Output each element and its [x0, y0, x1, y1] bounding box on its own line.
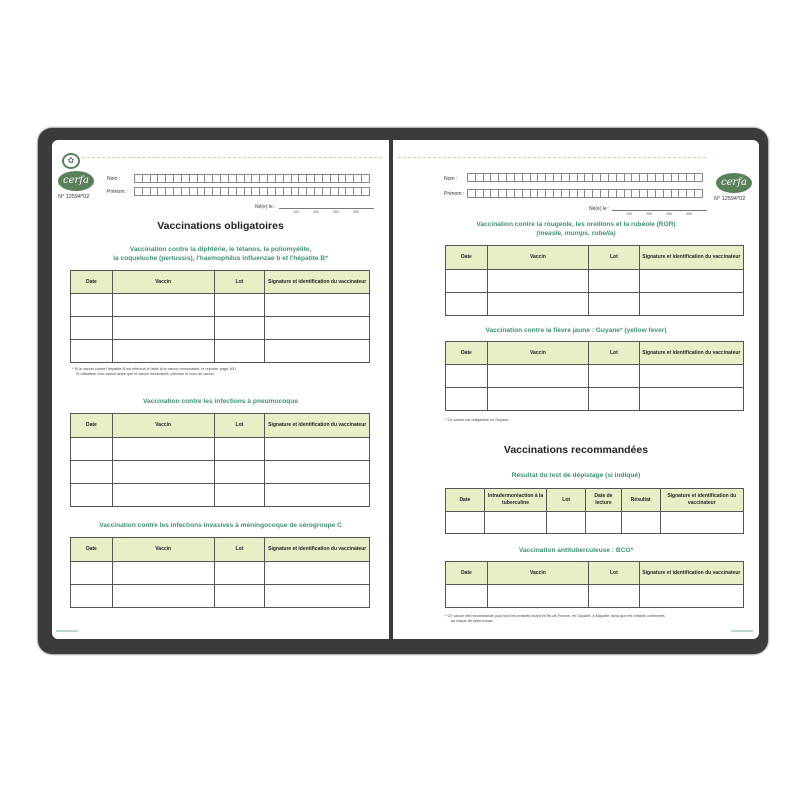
char-box[interactable]: [306, 187, 314, 196]
section-heading: Vaccination contre les infections invasives à méningocoque de sérogroupe C: [99, 522, 342, 529]
col-header: Date: [446, 246, 488, 270]
char-box[interactable]: [197, 174, 205, 183]
char-box[interactable]: [134, 174, 142, 183]
table-row: [446, 512, 744, 534]
char-box[interactable]: [228, 174, 236, 183]
footnote: * Ce vaccin est obligatoire en Guyane.: [445, 418, 510, 422]
char-box[interactable]: [616, 189, 624, 198]
nom-field[interactable]: [467, 173, 703, 181]
table-row: [446, 388, 744, 411]
char-box[interactable]: [600, 189, 608, 198]
col-header: Signature et identification du vaccinateur: [639, 342, 743, 365]
col-header: Résultat: [621, 489, 660, 512]
char-box[interactable]: [686, 173, 694, 182]
char-box[interactable]: [353, 187, 361, 196]
footnote: * Si le vaccin contre l'hépatite B est effectué à l'aide d'un vaccin monovalent, le reporter page 100. Si utilisation d'un vaccin autre que le vaccin hexavalent, préciser le nom du vaccin.: [72, 367, 237, 376]
char-box[interactable]: [506, 189, 514, 198]
char-box[interactable]: [514, 173, 522, 182]
table-row: [446, 293, 744, 316]
page-edge-bar: [56, 630, 78, 632]
scale-tick: 300: [333, 210, 339, 214]
table-row: [71, 484, 370, 507]
screening-test-table: [445, 488, 744, 534]
char-box[interactable]: [142, 174, 150, 183]
col-header: Date: [446, 489, 485, 512]
char-box[interactable]: [624, 189, 632, 198]
col-header: Vaccin: [487, 342, 588, 365]
char-box[interactable]: [671, 189, 679, 198]
char-box[interactable]: [314, 174, 322, 183]
char-box[interactable]: [197, 187, 205, 196]
char-box[interactable]: [655, 173, 663, 182]
char-box[interactable]: [181, 174, 189, 183]
char-box[interactable]: [212, 187, 220, 196]
char-box[interactable]: [251, 187, 259, 196]
section-heading: Résultat du test de dépistage (si indiqué): [511, 472, 641, 479]
cerfa-swirl-icon: ✿: [62, 153, 80, 169]
char-box[interactable]: [322, 174, 330, 183]
prenom-field[interactable]: [134, 187, 370, 195]
char-box[interactable]: [616, 173, 624, 182]
char-box[interactable]: [275, 187, 283, 196]
char-box[interactable]: [291, 174, 299, 183]
col-header: Lot: [589, 562, 640, 585]
char-box[interactable]: [298, 174, 306, 183]
char-box[interactable]: [537, 189, 545, 198]
char-box[interactable]: [361, 174, 370, 183]
char-box[interactable]: [639, 189, 647, 198]
char-box[interactable]: [165, 187, 173, 196]
char-box[interactable]: [345, 187, 353, 196]
char-box[interactable]: [181, 187, 189, 196]
char-box[interactable]: [631, 189, 639, 198]
char-box[interactable]: [608, 189, 616, 198]
char-box[interactable]: [298, 187, 306, 196]
char-box[interactable]: [338, 187, 346, 196]
char-box[interactable]: [467, 189, 475, 198]
scale-tick: 200: [313, 210, 319, 214]
char-box[interactable]: [655, 189, 663, 198]
char-box[interactable]: [150, 187, 158, 196]
col-header: Date: [71, 271, 113, 294]
table-row: [71, 340, 370, 363]
col-header: Date: [446, 562, 488, 585]
char-box[interactable]: [647, 189, 655, 198]
char-box[interactable]: [220, 187, 228, 196]
char-box[interactable]: [577, 173, 585, 182]
char-box[interactable]: [275, 174, 283, 183]
char-box[interactable]: [330, 174, 338, 183]
vaccination-table: [445, 341, 744, 411]
char-box[interactable]: [663, 173, 671, 182]
char-box[interactable]: [165, 174, 173, 183]
col-header: Signature et identification du vaccinateur: [265, 538, 370, 562]
col-header: Date de lecture: [586, 489, 622, 512]
char-box[interactable]: [522, 189, 530, 198]
char-box[interactable]: [514, 189, 522, 198]
char-box[interactable]: [600, 173, 608, 182]
char-box[interactable]: [624, 173, 632, 182]
top-dotted-line: [82, 157, 382, 158]
born-label: Né(e) le :: [255, 204, 276, 210]
scale-tick: 400: [686, 212, 692, 216]
char-box[interactable]: [173, 174, 181, 183]
char-box[interactable]: [467, 173, 475, 182]
col-header: Date: [71, 538, 113, 562]
char-box[interactable]: [236, 187, 244, 196]
cerfa-logo: cerfa: [716, 173, 752, 193]
char-box[interactable]: [267, 174, 275, 183]
char-box[interactable]: [353, 174, 361, 183]
scale-tick: 400: [353, 210, 359, 214]
char-box[interactable]: [134, 187, 142, 196]
section-heading: Vaccination contre la rougeole, les oreillons et la rubéole (ROR) (measle, mumps, rubella): [476, 221, 676, 237]
col-header: Vaccin: [112, 538, 214, 562]
cerfa-logo: cerfa: [58, 171, 94, 191]
nom-field[interactable]: [134, 174, 370, 182]
char-box[interactable]: [157, 187, 165, 196]
char-box[interactable]: [204, 174, 212, 183]
scale-tick: 100: [293, 210, 299, 214]
char-box[interactable]: [244, 174, 252, 183]
char-box[interactable]: [345, 174, 353, 183]
char-box[interactable]: [490, 189, 498, 198]
char-box[interactable]: [663, 189, 671, 198]
section-heading: Vaccination contre la diphtérie, le tétanos, la poliomyélite, la coqueluche (pertussis), l'haemophilus influenzae b et l'hépatite B*: [113, 246, 328, 262]
col-header: Date: [71, 414, 113, 438]
right-page: [393, 140, 759, 639]
char-box[interactable]: [283, 187, 291, 196]
table-row: [446, 365, 744, 388]
col-header: Lot: [214, 538, 265, 562]
col-header: Lot: [589, 342, 640, 365]
char-box[interactable]: [142, 187, 150, 196]
section-heading: Vaccination antituberculeuse : BCG*: [518, 547, 634, 554]
char-box[interactable]: [259, 187, 267, 196]
char-box[interactable]: [561, 189, 569, 198]
col-header: Signature et identification du vaccinateur: [265, 414, 370, 438]
prenom-field[interactable]: [467, 189, 703, 197]
char-box[interactable]: [291, 187, 299, 196]
form-number: N° 12594*02: [58, 194, 90, 200]
char-box[interactable]: [283, 174, 291, 183]
char-box[interactable]: [150, 174, 158, 183]
char-box[interactable]: [584, 189, 592, 198]
char-box[interactable]: [686, 189, 694, 198]
vaccination-table: [445, 245, 744, 316]
char-box[interactable]: [569, 173, 577, 182]
born-label: Né(e) le :: [589, 206, 610, 212]
char-box[interactable]: [530, 189, 538, 198]
char-box[interactable]: [475, 189, 483, 198]
char-box[interactable]: [694, 189, 703, 198]
char-box[interactable]: [522, 173, 530, 182]
char-box[interactable]: [498, 189, 506, 198]
char-box[interactable]: [475, 173, 483, 182]
char-box[interactable]: [631, 173, 639, 182]
char-box[interactable]: [671, 173, 679, 182]
char-box[interactable]: [490, 173, 498, 182]
char-box[interactable]: [173, 187, 181, 196]
char-box[interactable]: [483, 189, 491, 198]
table-row: [71, 438, 370, 461]
vaccination-table: [445, 561, 744, 608]
char-box[interactable]: [236, 174, 244, 183]
char-box[interactable]: [537, 173, 545, 182]
char-box[interactable]: [189, 174, 197, 183]
top-dotted-line: [398, 157, 706, 158]
table-row: [71, 585, 370, 608]
col-header: Lot: [214, 414, 265, 438]
char-box[interactable]: [506, 173, 514, 182]
char-box[interactable]: [569, 189, 577, 198]
char-box[interactable]: [647, 173, 655, 182]
col-header: Date: [446, 342, 488, 365]
section-heading: Vaccination contre la fièvre jaune : Guyane* (yellow fever): [485, 327, 667, 334]
vaccination-table: [70, 270, 370, 363]
col-header: Vaccin: [487, 562, 588, 585]
char-box[interactable]: [592, 189, 600, 198]
char-box[interactable]: [204, 187, 212, 196]
scale-tick: 300: [666, 212, 672, 216]
nom-label: Nom :: [107, 176, 121, 182]
char-box[interactable]: [338, 174, 346, 183]
char-box[interactable]: [483, 173, 491, 182]
vaccination-table: [70, 413, 370, 507]
table-row: [446, 270, 744, 293]
table-row: [71, 562, 370, 585]
char-box[interactable]: [361, 187, 370, 196]
prenom-label: Prénom :: [107, 189, 128, 195]
char-box[interactable]: [498, 173, 506, 182]
col-header: Lot: [589, 246, 640, 270]
left-page: [52, 140, 389, 639]
col-header: Lot: [214, 271, 265, 294]
section-heading: Vaccination contre les infections à pneumocoque: [143, 398, 298, 405]
char-box[interactable]: [608, 173, 616, 182]
char-box[interactable]: [157, 174, 165, 183]
char-box[interactable]: [251, 174, 259, 183]
col-header: Intradermoréaction à la tuberculine: [484, 489, 547, 512]
char-box[interactable]: [577, 189, 585, 198]
char-box[interactable]: [322, 187, 330, 196]
char-box[interactable]: [678, 189, 686, 198]
col-header: Signature et identification du vaccinateur: [639, 562, 743, 585]
page-title: Vaccinations obligatoires: [157, 220, 284, 232]
char-box[interactable]: [592, 173, 600, 182]
vaccination-table: [70, 537, 370, 608]
char-box[interactable]: [639, 173, 647, 182]
col-header: Signature et identification du vaccinateur: [639, 246, 743, 270]
char-box[interactable]: [330, 187, 338, 196]
col-header: Lot: [547, 489, 586, 512]
char-box[interactable]: [561, 173, 569, 182]
born-scale[interactable]: [612, 204, 707, 211]
col-header: Vaccin: [112, 414, 214, 438]
char-box[interactable]: [553, 173, 561, 182]
table-row: [71, 461, 370, 484]
char-box[interactable]: [584, 173, 592, 182]
char-box[interactable]: [314, 187, 322, 196]
table-row: [446, 585, 744, 608]
col-header: Signature et identification du vaccinateur: [265, 271, 370, 294]
prenom-label: Prénom :: [444, 191, 465, 197]
table-row: [71, 317, 370, 340]
scale-tick: 200: [646, 212, 652, 216]
nom-label: Nom :: [444, 176, 458, 182]
char-box[interactable]: [545, 189, 553, 198]
char-box[interactable]: [220, 174, 228, 183]
char-box[interactable]: [244, 187, 252, 196]
col-header: Signature et identification du vaccinateur: [660, 489, 743, 512]
char-box[interactable]: [553, 189, 561, 198]
char-box[interactable]: [306, 174, 314, 183]
char-box[interactable]: [545, 173, 553, 182]
char-box[interactable]: [228, 187, 236, 196]
footnote: * Ce vaccin est recommandé pour tous les enfants vivant en Île-de-France, en Guyane, à Mayotte, ainsi que les enfants confrontés au risque de tuberculose.: [445, 614, 665, 623]
col-header: Vaccin: [487, 246, 588, 270]
char-box[interactable]: [694, 173, 703, 182]
char-box[interactable]: [212, 174, 220, 183]
char-box[interactable]: [259, 174, 267, 183]
page-edge-bar: [731, 630, 753, 632]
scale-tick: 100: [626, 212, 632, 216]
char-box[interactable]: [189, 187, 197, 196]
table-row: [71, 294, 370, 317]
col-header: Vaccin: [112, 271, 214, 294]
born-scale[interactable]: [279, 202, 374, 209]
page-title: Vaccinations recommandées: [503, 444, 649, 456]
char-box[interactable]: [678, 173, 686, 182]
form-number: N° 12594*02: [714, 196, 746, 202]
char-box[interactable]: [267, 187, 275, 196]
char-box[interactable]: [530, 173, 538, 182]
